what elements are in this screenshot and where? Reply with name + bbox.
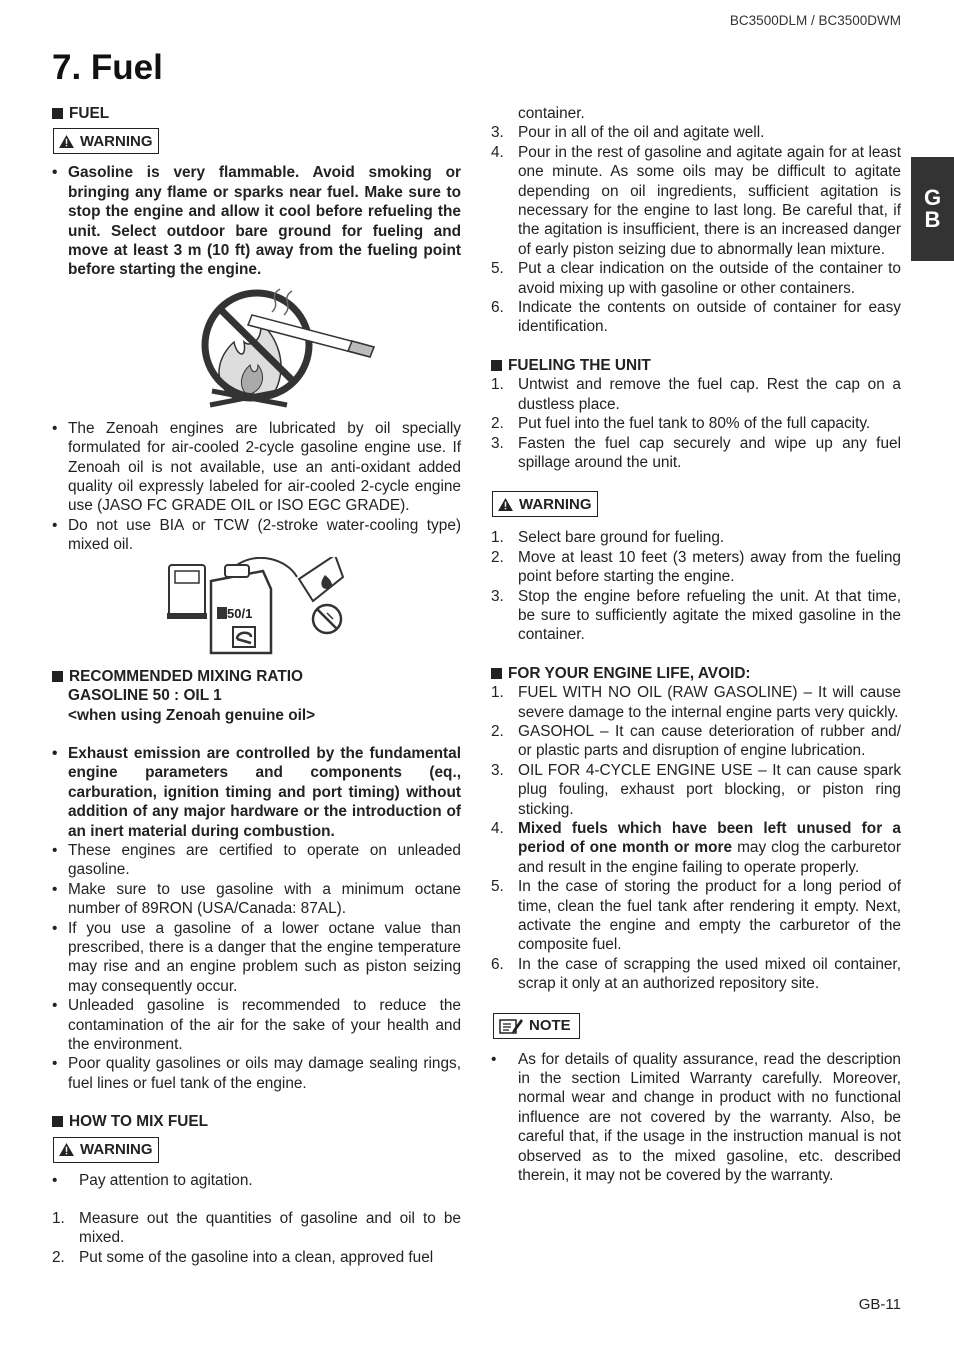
list-item: 1. Measure out the quantities of gasoline and oil to be mixed. (52, 1210, 461, 1247)
list-item: • Do not use BIA or TCW (2-stroke water-cooling type) mixed oil. (52, 516, 461, 554)
ratio-heading: RECOMMENDED MIXING RATIO GASOLINE 50 : OIL 1 <when using Zenoah genuine oil> (52, 667, 461, 725)
note-label: NOTE (529, 1016, 571, 1034)
warning-triangle-icon (59, 1143, 74, 1156)
list-item: 2. Put fuel into the fuel tank to 80% of the full capacity. (491, 415, 871, 433)
list-item: 5. Put a clear indication on the outside of the container to avoid mixing up with gasoline or other containers. (491, 260, 901, 297)
note-bullet: • As for details of quality assurance, read the description in the section Limited Warranty carefully. Moreover, normal wear and change in product with no functional influence are not covered by the warranty. Also, be careful that, if the usage in the instruction manual is not observed as to the mixed gasoline, etc. described therein, it may not be covered by the warranty. (491, 1050, 901, 1185)
mix-steps (52, 1209, 461, 1267)
fueling-warning-box (492, 491, 598, 517)
tab-letter-bottom: B (924, 207, 941, 232)
warning-triangle-icon (498, 498, 513, 511)
list-item: 4. Mixed fuels which have been left unused for a period of one month or more may clog the carburetor and result in the engine failing to operate properly. (491, 820, 901, 876)
language-tab (911, 157, 954, 261)
mix-heading: HOW TO MIX FUEL (52, 1112, 461, 1131)
left-column (52, 104, 461, 1267)
gasoline-bullets (52, 841, 461, 1093)
fueling-heading: FUELING THE UNIT (491, 356, 901, 375)
list-item: • Unleaded gasoline is recommended to reduce the contamination of the air for the sake of your health and the environment. (52, 997, 461, 1053)
warning-label: WARNING (519, 495, 592, 513)
warning-label: WARNING (80, 132, 153, 150)
list-item: 5. In the case of storing the product for a long period of time, clean the fuel tank after rendering it empty. Next, activate the engine and empty the carburetor of the composite fuel. (491, 878, 901, 954)
list-item: 4. Pour in the rest of gasoline and agitate again for at least one minute. As some oils may be difficult to agitate depending on oil ingredients, sufficient agitation is necessary for the engine to last long. Be careful that, if the agitation is insufficient, there is an increased danger of early piston seizing due to abnormally lean mixture. (491, 143, 901, 258)
warning-triangle-icon (59, 135, 74, 148)
list-item: 1. Untwist and remove the fuel cap. Rest the cap on a dustless place. (491, 376, 901, 413)
list-item: 3. Fasten the fuel cap securely and wipe up any fuel spillage around the unit. (491, 434, 901, 471)
mix-bullet: • Pay attention to agitation. (52, 1171, 253, 1189)
list-item: 6. Indicate the contents on outside of container for easy identification. (491, 299, 901, 336)
fuel-can-mix-icon (52, 557, 461, 661)
avoid-heading: FOR YOUR ENGINE LIFE, AVOID: (491, 664, 901, 683)
list-item: 2. Move at least 10 feet (3 meters) away from the fueling point before starting the engine. (491, 548, 901, 586)
fuel-heading: FUEL (52, 104, 461, 123)
can-ratio-label: 50/1 (227, 605, 253, 621)
warning-label: WARNING (80, 1140, 153, 1158)
list-item: • Make sure to use gasoline with a minimum octane number of 89RON (USA/Canada: 87AL). (52, 880, 461, 918)
warning-box (53, 128, 159, 154)
list-item: • These engines are certified to operate on unleaded gasoline. (52, 841, 461, 879)
oil-bullets (52, 419, 461, 555)
page-title: 7. Fuel (52, 48, 163, 87)
model-number: BC3500DLM / BC3500DWM (729, 13, 901, 28)
list-item: container. (518, 105, 585, 122)
note-pencil-icon (499, 1018, 523, 1034)
list-item: 2. Put some of the gasoline into a clean, approved fuel (52, 1248, 434, 1266)
list-item: 1. Select bare ground for fueling. (491, 529, 725, 547)
right-column (491, 104, 901, 1186)
list-item: 3. OIL FOR 4-CYCLE ENGINE USE – It can cause spark plug fouling, exhaust port blocking, or piston ring sticking. (491, 761, 902, 818)
emission-bullet: • Exhaust emission are controlled by the fundamental engine parameters and components (eq., carburation, ignition timing and port timing) without addition of any major hardware or the introduction of an inert material during combustion. (52, 744, 461, 840)
list-item: 2. GASOHOL – It can cause deterioration of rubber and/ or plastic parts and disruption of engine lubrication. (491, 722, 901, 760)
warning-bullet: • Gasoline is very flammable. Avoid smoking or bringing any flame or sparks near fuel. Make sure to stop the engine and allow it cool before refueling the unit. Select outdoor bare ground for fueling and move at least 3 m (10 ft) away from the fueling point before starting the engine. (52, 164, 461, 279)
list-item: 1. FUEL WITH NO OIL (RAW GASOLINE) – It will cause severe damage to the internal engine parts very quickly. (491, 684, 901, 721)
list-item: 3. Stop the engine before refueling the unit. At that time, be sure to sufficiently agitate the mixed gasoline in the container. (491, 587, 901, 644)
no-smoking-fire-icon (52, 287, 461, 413)
tab-letter-top: G (923, 185, 942, 210)
page-number: GB-11 (858, 1296, 901, 1313)
note-box (493, 1013, 580, 1039)
list-item: • If you use a gasoline of a lower octane value than prescribed, there is a danger that the engine temperature may rise and an engine problem such as piston seizing may consequently occur. (52, 919, 461, 995)
mix-warning-box (53, 1137, 159, 1163)
list-item: • The Zenoah engines are lubricated by oil specially formulated for air-cooled 2-cycle gasoline engine use. If Zenoah oil is not available, use an anti-oxidant added quality oil expressly labeled for air-cooled 2-cycle engine use (JASO FC GRADE OIL or ISO EGC GRADE). (52, 419, 461, 515)
list-item: 3. Pour in all of the oil and agitate well. (491, 124, 765, 142)
list-item: 6. In the case of scrapping the used mixed oil container, scrap it only at an authorized repository site. (491, 955, 901, 993)
list-item: • Poor quality gasolines or oils may damage sealing rings, fuel lines or fuel tank of the engine. (52, 1055, 461, 1092)
